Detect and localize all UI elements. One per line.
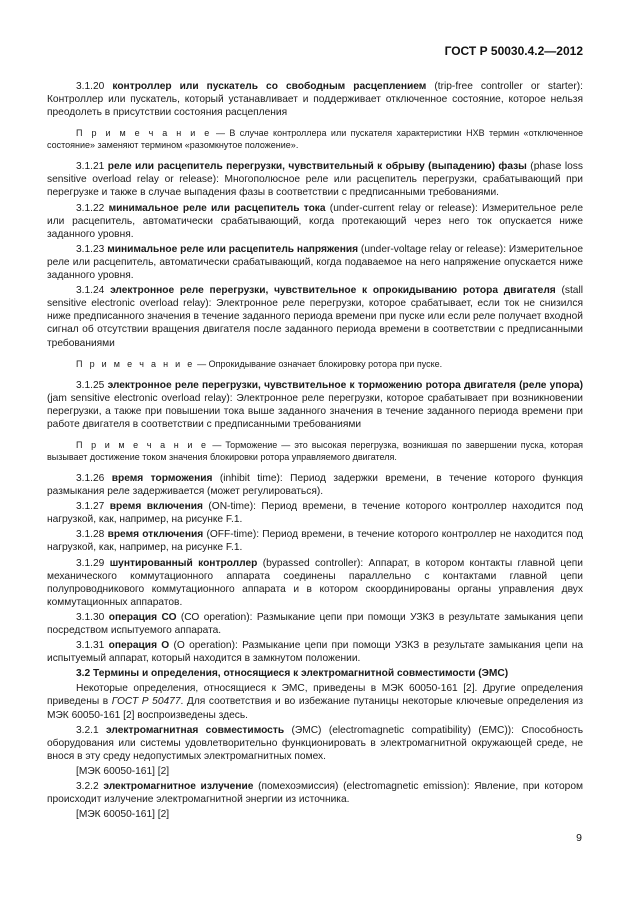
note-label: П р и м е ч а н и е (76, 439, 209, 450)
clause-3-1-25 (47, 379, 583, 431)
clause-3-1-22 (47, 202, 583, 241)
clause-number: 3.1.24 (76, 285, 111, 297)
clause-term: время торможения (111, 472, 213, 484)
source-reference-1: [МЭК 60050-161] [2] (76, 765, 170, 777)
clause-number: 3.2.1 (76, 724, 107, 736)
clause-3-1-28 (47, 528, 583, 554)
clause-number: 3.1.20 (76, 81, 113, 92)
note-label: П р и м е ч а н и е (76, 358, 195, 369)
clause-definition: (СО operation): Размыкание цепи при помощи УЗКЗ в результате замыкания цепи посредством испытуемого аппарата. (47, 611, 584, 636)
section-3-2-heading (47, 667, 583, 680)
clause-definition: (under-voltage relay or release): Измерительное реле или расцепитель, автоматически срабатывающий, когда подаваемое на него напряжение опускается ниже заданного уровня. (47, 243, 583, 282)
clause-definition: (ON-time): Период времени, в течение которого контроллер находится под нагрузкой, как, например, на рисунке F.1. (47, 501, 583, 526)
clause-term: контроллер или пускатель со свободным расцеплением (112, 81, 427, 92)
note-label: П р и м е ч а н и е (76, 128, 212, 139)
clause-number: 3.1.29 (76, 557, 110, 569)
clause-definition: (stall sensitive electronic overload relay): Электронное реле перегрузки, которое срабатывает, если ток не снизился ниже предписанного значения в течение заданного периода времени при пуске или если реле получает входной сигнал об отсутствии вращения двигателя после заданного периода времени в соответствии с предписанными требованиями (47, 285, 583, 349)
clause-term: реле или расцепитель перегрузки, чувствительный к обрыву (выпадению) фазы (107, 161, 527, 173)
clause-number: 3.1.25 (76, 379, 108, 391)
clause-definition: (О operation): Размыкание цепи при помощи УЗКЗ в результате замыкания цепи на испытуемый аппарат, который находится в замкнутом положении. (47, 640, 584, 665)
clause-term: электронное реле перегрузки, чувствительное к торможению ротора двигателя (реле упора) (107, 379, 583, 391)
source-reference-2: [МЭК 60050-161] [2] (76, 809, 170, 821)
clause-term: время включения (109, 501, 203, 513)
clause-term: электронное реле перегрузки, чувствительное к опрокидыванию ротора двигателя (110, 285, 556, 297)
clause-definition: (inhibit time): Период задержки времени, в течение которого функция размыкания реле задерживается (может регулироваться). (47, 472, 583, 498)
clause-3-1-26 (47, 472, 583, 498)
clause-term: минимальное реле или расцепитель тока (108, 202, 326, 214)
clause-definition: (under-current relay or release): Измерительное реле или расцепитель, автоматически срабатывающий, когда протекающий через него ток опускается ниже заданного уровня. (47, 202, 583, 240)
clause-number: 3.1.27 (76, 501, 110, 513)
clause-definition: (phase loss sensitive overload relay or release): Многополюсное реле или расцепитель перегрузки, срабатывающий при перегрузке и также в случае выпадения фазы в соответствии с предписанными требованиями. (47, 161, 583, 199)
clause-3-1-21 (47, 160, 583, 199)
clause-definition: (помехоэмиссия) (electromagnetic emission): Явление, при котором происходит излучение электромагнитной энергии из источника. (47, 781, 583, 806)
section-heading: 3.2 Термины и определения, относящиеся к электромагнитной совместимости (ЭМС) (76, 668, 509, 680)
section-3-2-intro (47, 682, 583, 721)
note-text: — Опрокидывание означает блокировку ротора при пуске. (194, 358, 443, 369)
clause-term: операция О (108, 640, 170, 652)
clause-3-1-31 (47, 639, 583, 665)
document-header: ГОСТ Р 50030.4.2—2012 (444, 44, 583, 58)
clause-definition: (bypassed controller): Аппарат, в котором контакты главной цепи механического коммутационного аппарата соединены параллельно с контактами главной цепи полупроводникового коммутационного аппарата и в котором скоординированы органы управления двух коммутационных аппаратов. (47, 557, 583, 608)
page-body (47, 80, 583, 823)
note-1 (47, 127, 583, 151)
clause-term: минимальное реле или расцепитель напряжения (107, 243, 359, 255)
intro-text: Некоторые определения, относящиеся к ЭМС, приведены в МЭК 60050-161 [2]. Другие определения приведены в (47, 683, 583, 708)
intro-text: . Для соответствия и во избежание путаницы некоторые ключевые определения из МЭК 60050-161 [2] воспроизведены здесь. (47, 696, 584, 721)
clause-number: 3.1.26 (76, 472, 112, 484)
clause-number: 3.2.2 (76, 781, 104, 793)
clause-number: 3.1.23 (76, 243, 108, 255)
clause-number: 3.1.30 (76, 611, 109, 623)
clause-3-1-24 (47, 284, 583, 349)
clause-3-1-30 (47, 611, 583, 637)
note-3 (47, 439, 583, 463)
clause-number: 3.1.22 (76, 202, 109, 214)
note-2 (47, 358, 583, 370)
clause-definition: (jam sensitive electronic overload relay): Электронное реле перегрузки, которое срабатывает при возникновении перегрузки, а также при повышении тока выше заданного значения в течение заданного периода времени при работе двигателя в соответствии с предписанными требованиями (47, 392, 583, 430)
clause-number: 3.1.28 (76, 529, 108, 541)
note-text: — Торможение — это высокая перегрузка, возникшая по завершении пуска, которая вызывает достижение током значения блокировки ротора управляемого двигателя. (47, 439, 583, 462)
clause-3-2-1 (47, 724, 583, 763)
clause-3-1-20 (47, 80, 583, 119)
clause-definition: (ЭМС) (electromagnetic compatibility) (EMC)): Способность оборудования или системы удовлетворительно функционировать в электромагнитной окружающей среде, не внося в эту среду недопустимых электромагнитных помех. (47, 724, 583, 762)
clause-term: электромагнитная совместимость (106, 724, 285, 736)
clause-term: операция СО (108, 611, 177, 623)
clause-term: шунтированный контроллер (109, 557, 258, 569)
clause-definition: (OFF-time): Период времени, в течение которого контроллер не находится под нагрузкой, как, например, на рисунке F.1. (47, 529, 583, 554)
clause-3-2-2 (47, 780, 583, 806)
clause-definition: (trip-free controller or starter): Контроллер или пускатель, который устанавливает и поддерживает отключенное состояние, которое нельзя преодолеть в присутствии состояния расцепления (47, 81, 583, 119)
page-number: 9 (576, 832, 582, 844)
standard-reference: ГОСТ Р 50477 (111, 696, 181, 708)
clause-3-1-27 (47, 500, 583, 526)
clause-3-1-29 (47, 557, 583, 609)
clause-term: электромагнитное излучение (103, 781, 254, 793)
clause-number: 3.1.21 (76, 161, 108, 173)
clause-3-1-23 (47, 243, 583, 282)
note-text: — В случае контроллера или пускателя характеристики НХВ термин «отключенное состояние» заменяют термином «разомкнутое положение». (47, 128, 583, 151)
clause-term: время отключения (107, 529, 204, 541)
clause-number: 3.1.31 (76, 640, 109, 652)
